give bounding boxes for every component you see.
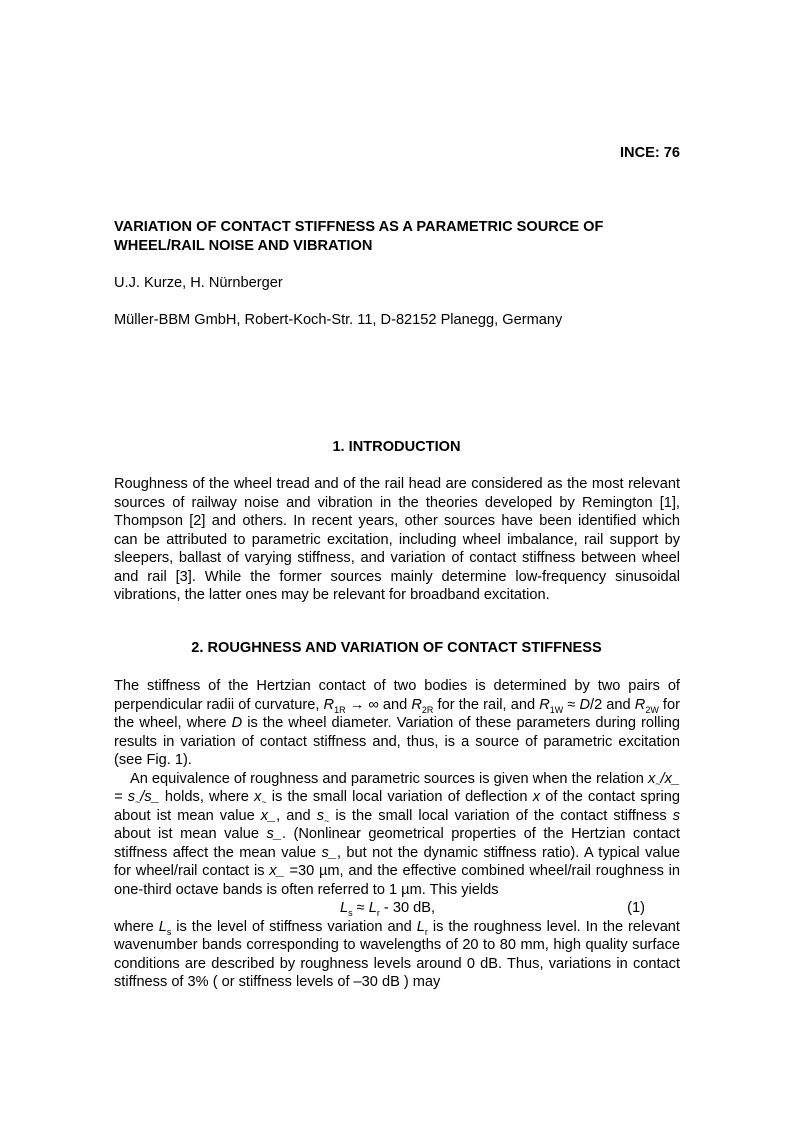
section-heading-introduction: 1. INTRODUCTION [332,439,461,455]
equation-expression: $L_s \approx L_r - 30$ dB, [340,900,436,918]
authors: U.J. Kurze, H. Nürnberger [114,275,283,291]
roughness-section-body [114,677,680,992]
equation-number: (1) [627,900,645,916]
section-heading-roughness: 2. ROUGHNESS AND VARIATION OF CONTACT STIFFNESS [191,640,602,656]
equation-1 [114,899,680,918]
paragraph-equivalence: An equivalence of roughness and parametric sources is given when the relation $x_\sim/x\_$ = $s_\sim/s\_$ holds, where $x_\sim$ is the small local variation of deflection x of the contact spring about ist mean value x_, and $s_\sim$ is the small local variation of the contact stiffness s about ist mean value s_. (Nonlinear geometrical properties of the Hertzian contact stiffness affect the mean value s_, but not the dynamic stiffness ratio). A typical value for wheel/rail contact is x_ =30 µm, and the effective combined wheel/rail roughness in one-third octave bands is often referred to 1 µm. This yields [114,770,681,898]
affiliation: Müller-BBM GmbH, Robert-Koch-Str. 11, D-82152 Planegg, Germany [114,312,563,328]
paragraph-stiffness-level: where $L_s$ is the level of stiffness variation and $L_r$ is the roughness level. In the relevant wavenumber bands corresponding to wavelengths of 20 to 80 mm, high quality surface conditions are described by roughness levels around 0 dB. Thus, variations in contact stiffness of 3% ( or stiffness levels of –30 dB ) may [114,918,680,990]
doc-number: INCE: 76 [619,145,680,161]
paragraph-hertzian-contact: The stiffness of the Hertzian contact of two bodies is determined by two pairs of perpendicular radii of curvature, $R_{1R}$ → ∞ and $R_{2R}$ for the rail, and $R_{1W} \approx D/2$ and $R_{2W}$ for the wheel, where D is the wheel diameter. Variation of these parameters during rolling results in variation of contact stiffness and, thus, is a source of parametric excitation (see Fig. 1). [114,678,680,768]
introduction-paragraph: Roughness of the wheel tread and of the rail head are considered as the most relevant sources of railway noise and vibration in the theories developed by Remington [1], Thompson [2] and others. In recent years, other sources have been identified which can be attributed to parametric excitation, including wheel imbalance, rail support by sleepers, ballast of varying stiffness, and variation of contact stiffness between wheel and rail [3]. While the former sources mainly determine low-frequency sinusoidal vibrations, the latter ones may be relevant for broadband excitation. [114,476,680,603]
paper-title: VARIATION OF CONTACT STIFFNESS AS A PARAMETRIC SOURCE OF WHEEL/RAIL NOISE AND VIBRATION [114,219,604,254]
